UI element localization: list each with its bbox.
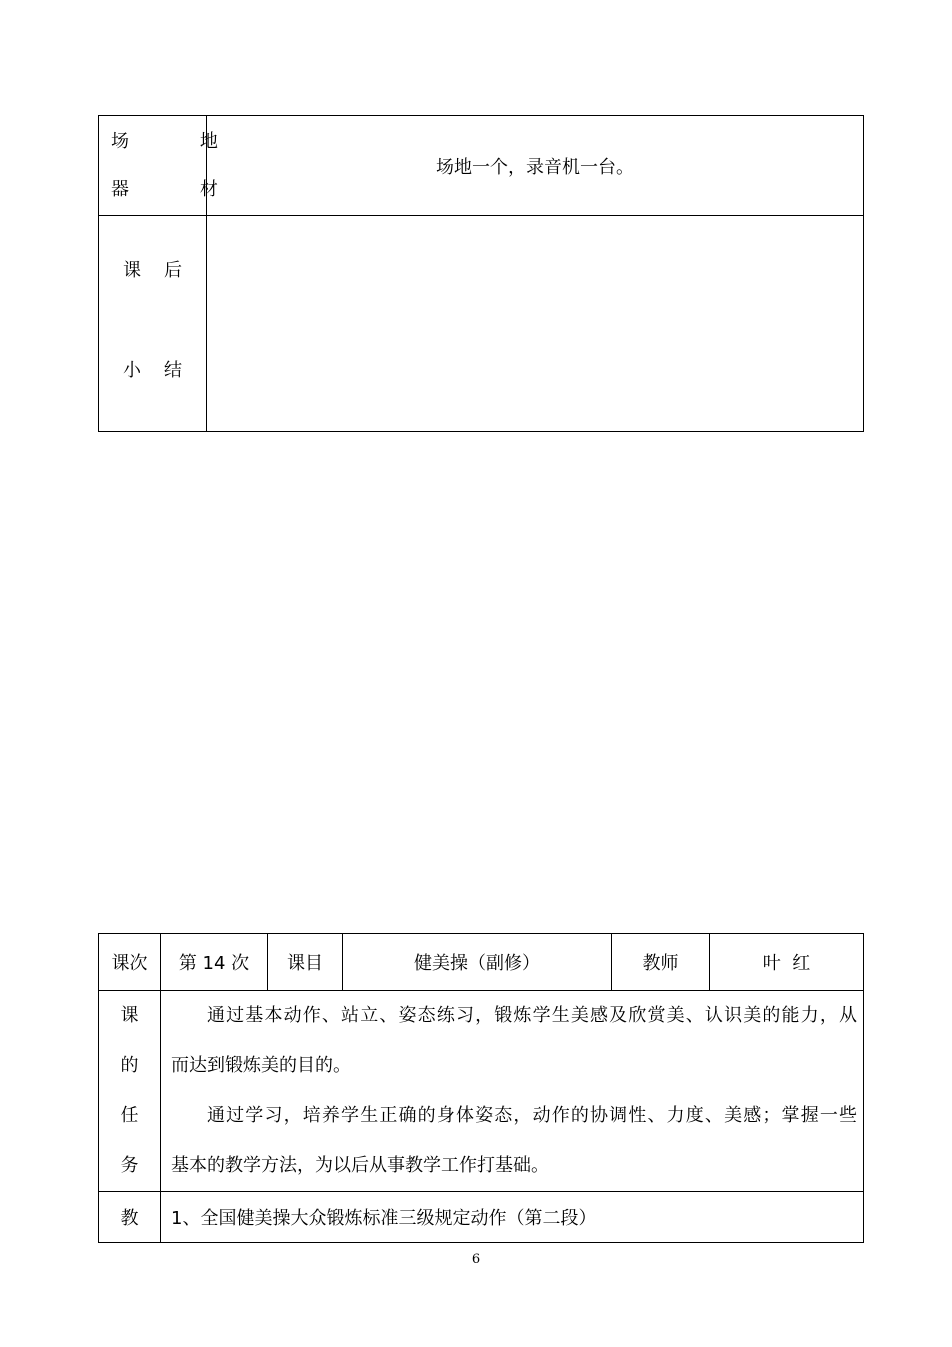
teaching-content-row xyxy=(99,1192,864,1243)
teacher-label: 教师 xyxy=(612,934,710,991)
lesson-plan-table xyxy=(98,933,864,1243)
lesson-no-value: 第 14 次 xyxy=(161,934,268,991)
lesson-task-content xyxy=(161,991,864,1192)
teaching-content-value: 1、全国健美操大众锻炼标准三级规定动作（第二段） xyxy=(161,1192,864,1243)
venue-equipment-value: 场地一个，录音机一台。 xyxy=(207,116,864,216)
page-number: 6 xyxy=(471,1252,481,1267)
venue-summary-table xyxy=(98,115,864,432)
teacher-value: 叶 红 xyxy=(710,934,864,991)
task-line: 而达到锻炼美的目的。 xyxy=(171,1055,351,1076)
subject-label: 课目 xyxy=(268,934,343,991)
after-class-summary-value xyxy=(207,216,864,432)
lesson-task-row xyxy=(99,991,864,1192)
after-class-summary-label: 课 后 小 结 xyxy=(99,216,207,432)
lesson-task-label: 课 的 任 务 xyxy=(99,991,161,1192)
subject-value: 健美操（副修） xyxy=(343,934,612,991)
lesson-header-row xyxy=(99,934,864,991)
teaching-content-label: 教 xyxy=(99,1192,161,1243)
venue-equipment-label: 场 地 器 材 xyxy=(99,116,207,216)
task-line: 通过学习，培养学生正确的身体姿态，动作的协调性、力度、美感；掌握一些 xyxy=(207,1105,857,1126)
lesson-no-label: 课次 xyxy=(99,934,161,991)
task-line: 基本的教学方法，为以后从事教学工作打基础。 xyxy=(171,1155,549,1176)
task-line: 通过基本动作、站立、姿态练习，锻炼学生美感及欣赏美、认识美的能力，从 xyxy=(207,1005,857,1026)
